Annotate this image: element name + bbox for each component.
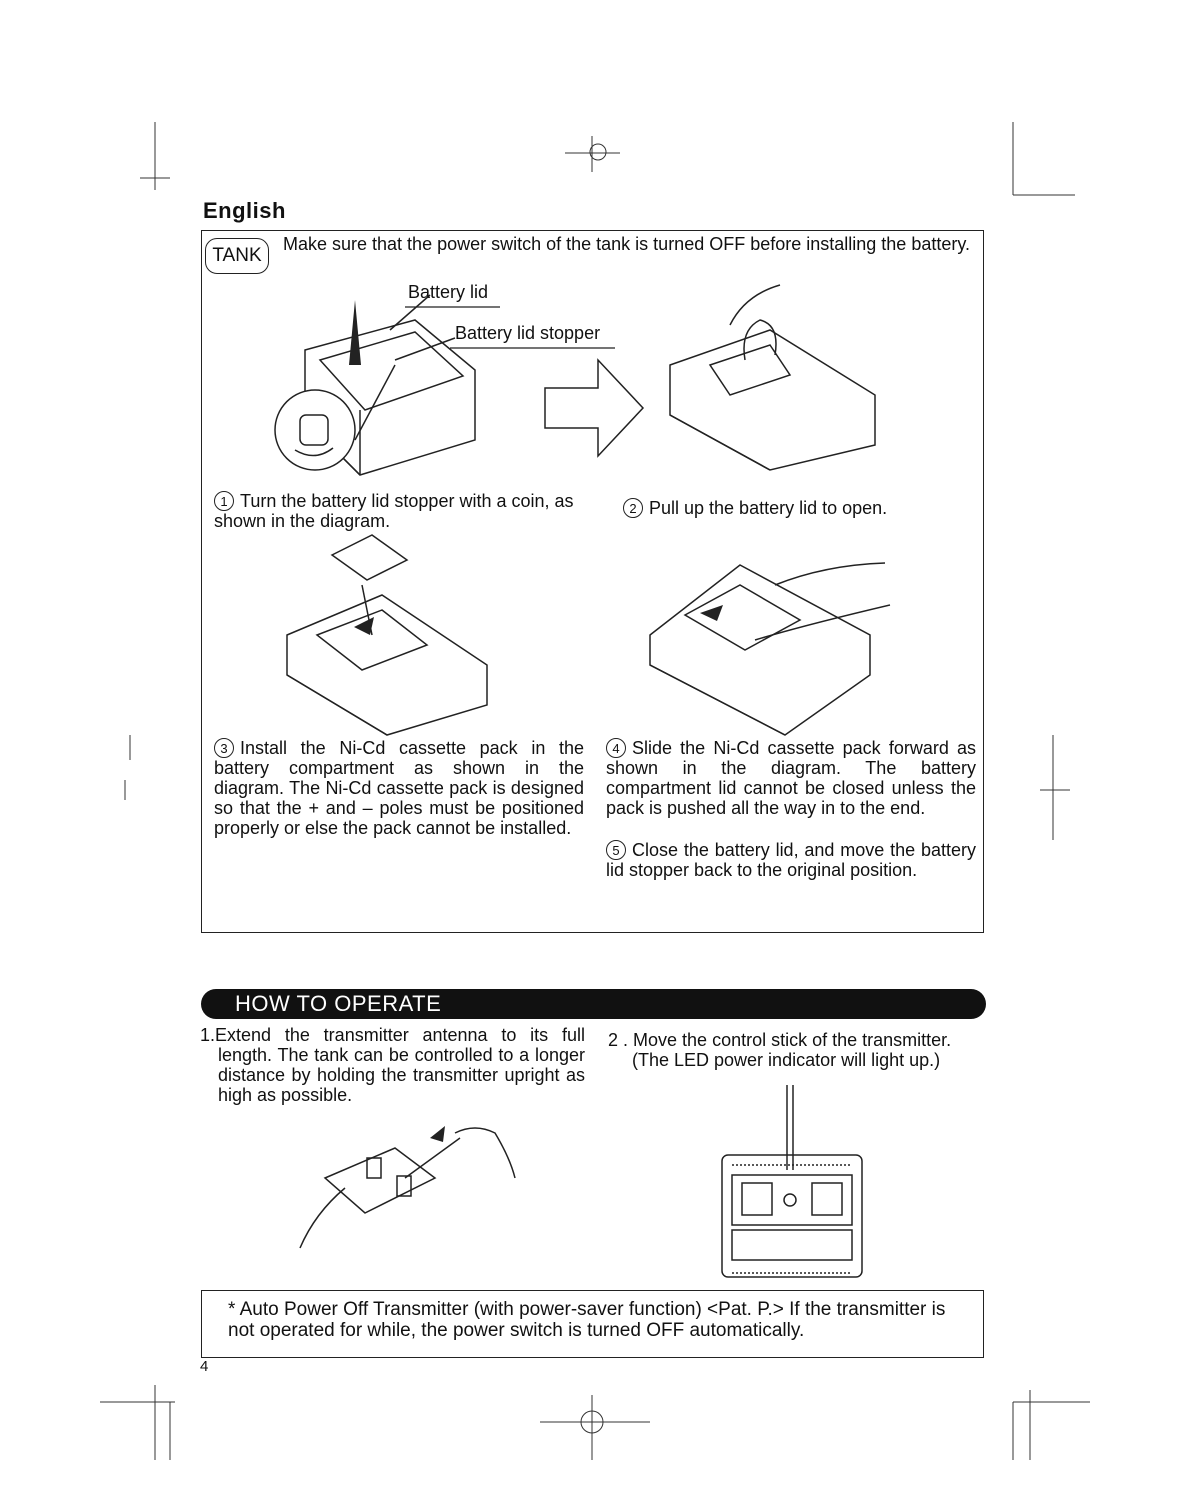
step-2-body: Pull up the battery lid to open. [649,498,888,518]
step-5-body: Close the battery lid, and move the battery lid stopper back to the original position. [606,840,976,880]
step-1-number: 1 [214,491,234,511]
step-4-body: Slide the Ni-Cd cassette pack forward as shown in the diagram. The battery compartment lid cannot be closed unless the pack is pushed all the way in to the end. [606,738,976,818]
operate-step-1-number: 1. [200,1025,216,1045]
tank-badge: TANK [205,238,269,274]
step-2-text [623,498,973,518]
operate-step-2-number: 2 . [608,1030,629,1050]
operate-step-2-body: Move the control stick of the transmitter. (The LED power indicator will light up.) [632,1030,952,1070]
tank-slide-pack-illustration [645,555,895,735]
right-arrow-icon [543,358,653,458]
battery-lid-stopper-label: Battery lid stopper [455,323,601,343]
battery-lid-underline [405,306,505,310]
transmitter-front-illustration [717,1085,867,1285]
battery-lid-stopper-underline [450,347,620,351]
operate-step-1-body: Extend the transmitter antenna to its full length. The tank can be controlled to a longer distance by holding the transmitter upright as high as possible. [215,1025,585,1105]
language-heading: English [203,198,286,223]
tank-open-lid-illustration [650,285,890,475]
step-4-number: 4 [606,738,626,758]
step-4-text [606,738,976,818]
auto-power-off-note: * Auto Power Off Transmitter (with power-saver function) <Pat. P.> If the transmitter is not operated for while, the power switch is turned OFF automatically. [228,1299,946,1341]
step-5-number: 5 [606,840,626,860]
operate-step-2 [608,1030,978,1070]
battery-lid-label: Battery lid [408,282,489,302]
how-to-operate-heading: HOW TO OPERATE [201,989,986,1019]
operate-step-1 [200,1025,585,1105]
transmitter-hand-illustration [295,1118,535,1258]
step-2-number: 2 [623,498,643,518]
step-3-text [214,738,584,838]
step-1-body: Turn the battery lid stopper with a coin, as shown in the diagram. [214,491,574,531]
step-3-number: 3 [214,738,234,758]
tank-battery-lid-illustration [265,290,565,490]
step-1-text [214,491,604,531]
page-number: 4 [200,1358,209,1375]
step-5-text [606,840,976,880]
step-3-body: Install the Ni-Cd cassette pack in the battery compartment as shown in the diagram. The Ni-Cd cassette pack is designed so that the + and – poles must be positioned properly or else the pack cannot be installed. [214,738,584,838]
tank-intro-text: Make sure that the power switch of the tank is turned OFF before installing the battery. [283,234,971,254]
tank-install-pack-illustration [262,535,492,735]
